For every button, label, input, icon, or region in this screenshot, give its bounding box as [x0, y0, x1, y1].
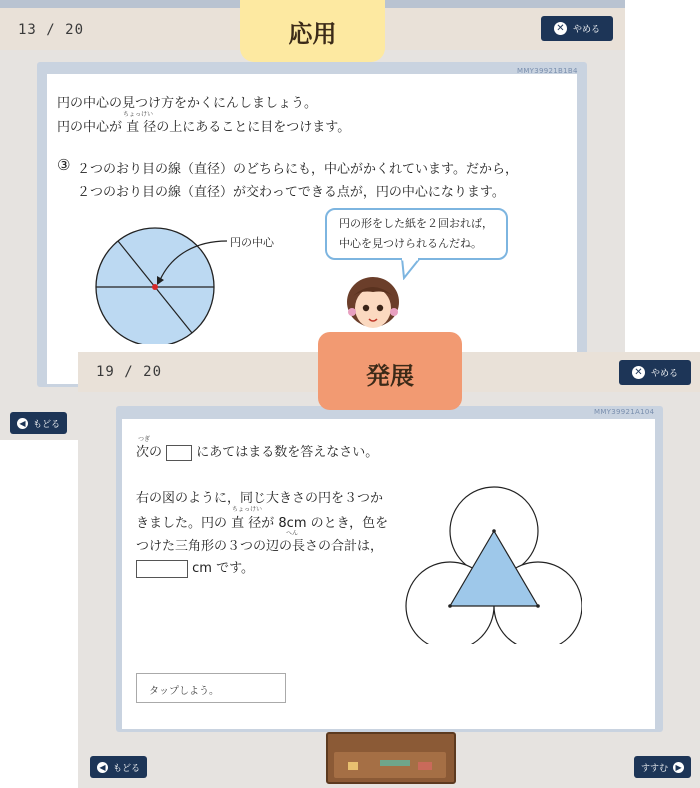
step-line-1: ２つのおり目の線（直径）のどちらにも，中心がかくれています。だから， [77, 162, 518, 177]
ruby-chokkei: ちょっけい [232, 506, 263, 513]
ruby-hen: へん [286, 530, 299, 537]
answer-blank[interactable] [136, 560, 188, 578]
circle-center-label: 円の中心 [230, 236, 274, 249]
blank-small [166, 445, 192, 461]
unit-text: cm です。 [192, 561, 255, 576]
arrow-left-icon: ◀ [97, 762, 108, 773]
instruction [136, 441, 378, 461]
intro-line-1: 円の中心の見つけ方をかくにんしましょう。 [57, 96, 318, 111]
question-counter: 19 / 20 [96, 364, 163, 380]
back-label: もどる [112, 763, 140, 774]
question-code: MMY39921B1B4 [517, 67, 578, 75]
quit-button[interactable] [541, 16, 613, 41]
tab-application: 応用 [240, 0, 385, 62]
step-line-2: ２つのおり目の線（直径）が交わってできる点が，円の中心になります。 [77, 185, 505, 200]
bubble-line-2: 中心を見つけられるんだね。 [339, 237, 482, 250]
center-top [492, 529, 496, 533]
arrow-left-icon: ◀ [17, 418, 28, 429]
ruby-chokkei: ちょっけい [123, 111, 154, 118]
question-code: MMY39921A104 [594, 408, 655, 416]
back-button[interactable] [10, 412, 67, 434]
instruction-a: 次の [136, 445, 163, 460]
center-left [448, 604, 452, 608]
ruby-tsugi: つぎ [138, 436, 151, 443]
step-number: ③ [57, 156, 71, 174]
intro-line-2: 円の中心が 直 径の上にあることに目をつけます。 [57, 120, 351, 135]
answer-input[interactable]: タップしよう。 [136, 673, 286, 703]
center-right [536, 604, 540, 608]
problem-line-4 [136, 557, 254, 578]
advanced-screen [78, 352, 700, 788]
problem-line-1: 右の図のように，同じ大きさの円を３つか [136, 491, 384, 506]
tab-advanced: 発展 [318, 332, 462, 410]
problem-line-2: きました。円の 直 径が 8cm のとき，色を [136, 516, 389, 531]
question-counter: 13 / 20 [18, 22, 85, 38]
quit-label: やめる [572, 25, 600, 35]
next-button[interactable] [634, 756, 691, 778]
close-icon: ✕ [632, 366, 645, 379]
problem-line-3: つけた三角形の３つの辺の長さの合計は， [136, 539, 384, 554]
speech-bubble [325, 208, 508, 260]
next-label: すすむ [640, 763, 669, 774]
pencil-case [326, 732, 456, 784]
quit-button[interactable] [619, 360, 691, 385]
instruction-b: にあてはまる数を答えなさい。 [196, 445, 379, 460]
back-label: もどる [32, 419, 60, 430]
guide-girl-avatar [343, 272, 403, 334]
close-icon: ✕ [554, 22, 567, 35]
quit-label: やめる [650, 369, 678, 379]
three-circles-diagram [402, 479, 582, 644]
back-button[interactable] [90, 756, 147, 778]
arrow-right-icon: ▶ [673, 762, 684, 773]
bubble-line-1: 円の形をした紙を２回おれば， [339, 217, 493, 230]
